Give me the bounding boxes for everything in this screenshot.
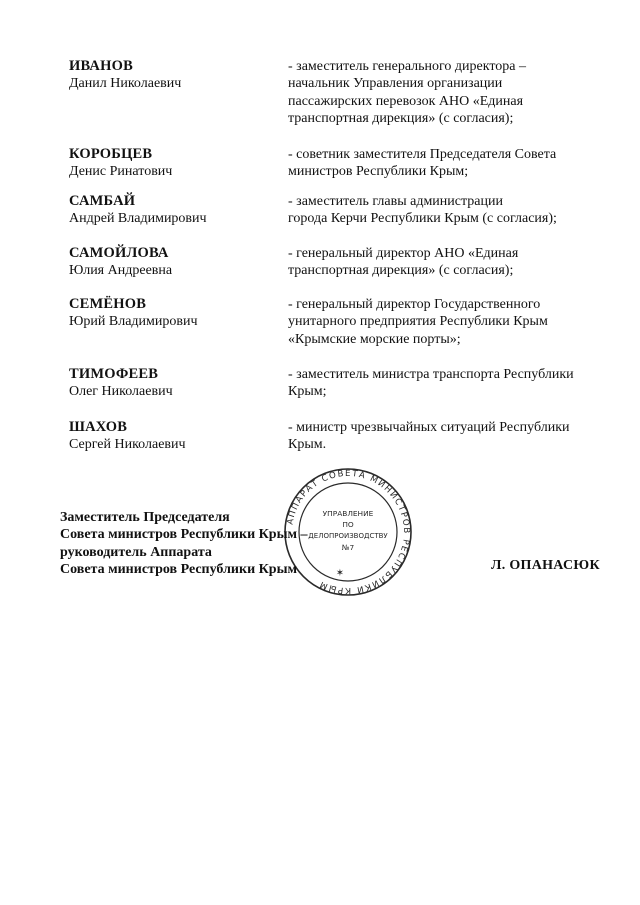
position-line: города Керчи Республики Крым (с согласия); [288, 211, 557, 227]
member-position [288, 296, 601, 348]
stamp-outer-text: АППАРАТ СОВЕТА МИНИСТРОВ РЕСПУБЛИКИ КРЫМ [285, 468, 412, 596]
member-given-name: Юрий Владимирович [69, 314, 198, 329]
member-position [288, 146, 601, 181]
member-name [69, 245, 269, 279]
stamp-star-icon: ✶ [335, 568, 345, 579]
member-position [288, 419, 601, 454]
signatory-title-line: Заместитель Председателя [60, 510, 230, 525]
member-surname: САМОЙЛОВА [69, 245, 169, 261]
position-line: - генеральный директор АНО «Единая [288, 246, 519, 261]
signatory-title-line: Совета министров Республики Крым – [60, 527, 308, 543]
member-given-name: Сергей Николаевич [69, 437, 186, 452]
member-surname: ТИМОФЕЕВ [69, 366, 159, 382]
member-surname: КОРОБЦЕВ [69, 146, 153, 162]
position-line: - заместитель генерального директора – [288, 59, 527, 74]
member-name [69, 193, 269, 227]
position-line: унитарного предприятия Республики Крым [288, 314, 548, 330]
signatory-name: Л. ОПАНАСЮК [491, 558, 600, 573]
member-position [288, 245, 601, 280]
position-line: - министр чрезвычайных ситуаций Республики [288, 420, 570, 435]
member-position [288, 193, 601, 228]
position-line: - советник заместителя Председателя Совета [288, 147, 557, 162]
stamp-inner-line: УПРАВЛЕНИЕ [322, 509, 374, 518]
position-line: Крым. [288, 437, 327, 453]
position-line: начальник Управления организации [288, 76, 503, 92]
member-name [69, 419, 269, 453]
position-line: пассажирских перевозок АНО «Единая [288, 93, 524, 109]
member-name [69, 366, 269, 400]
member-position [288, 58, 601, 127]
member-name [69, 58, 269, 92]
position-line: министров Республики Крым; [288, 164, 469, 180]
member-given-name: Юлия Андреевна [69, 263, 173, 278]
member-given-name: Андрей Владимирович [69, 211, 207, 226]
member-surname: СЕМЁНОВ [69, 296, 147, 312]
position-line: - заместитель главы администрации [288, 194, 503, 209]
member-name [69, 146, 269, 180]
member-surname: САМБАЙ [69, 193, 136, 209]
member-given-name: Данил Николаевич [69, 76, 182, 91]
stamp-inner-line: №7 [341, 543, 355, 552]
position-line: транспортная дирекция» (с согласия); [288, 110, 514, 126]
signatory-title [60, 509, 360, 578]
stamp-inner-line: ПО [342, 520, 354, 529]
signatory-title-line: Совета министров Республики Крым [60, 561, 298, 577]
position-line: транспортная дирекция» (с согласия); [288, 263, 514, 279]
member-surname: ШАХОВ [69, 419, 128, 435]
position-line: Крым; [288, 384, 327, 400]
member-name [69, 296, 269, 330]
stamp-inner-line: ДЕЛОПРОИЗВОДСТВУ [308, 532, 388, 540]
signatory-title-line: руководитель Аппарата [60, 544, 212, 560]
member-given-name: Денис Ринатович [69, 164, 173, 179]
position-line: - генеральный директор Государственного [288, 297, 541, 312]
member-given-name: Олег Николаевич [69, 384, 173, 399]
member-surname: ИВАНОВ [69, 58, 133, 74]
position-line: «Крымские морские порты»; [288, 331, 461, 347]
position-line: - заместитель министра транспорта Республики [288, 367, 574, 382]
member-position [288, 366, 601, 401]
